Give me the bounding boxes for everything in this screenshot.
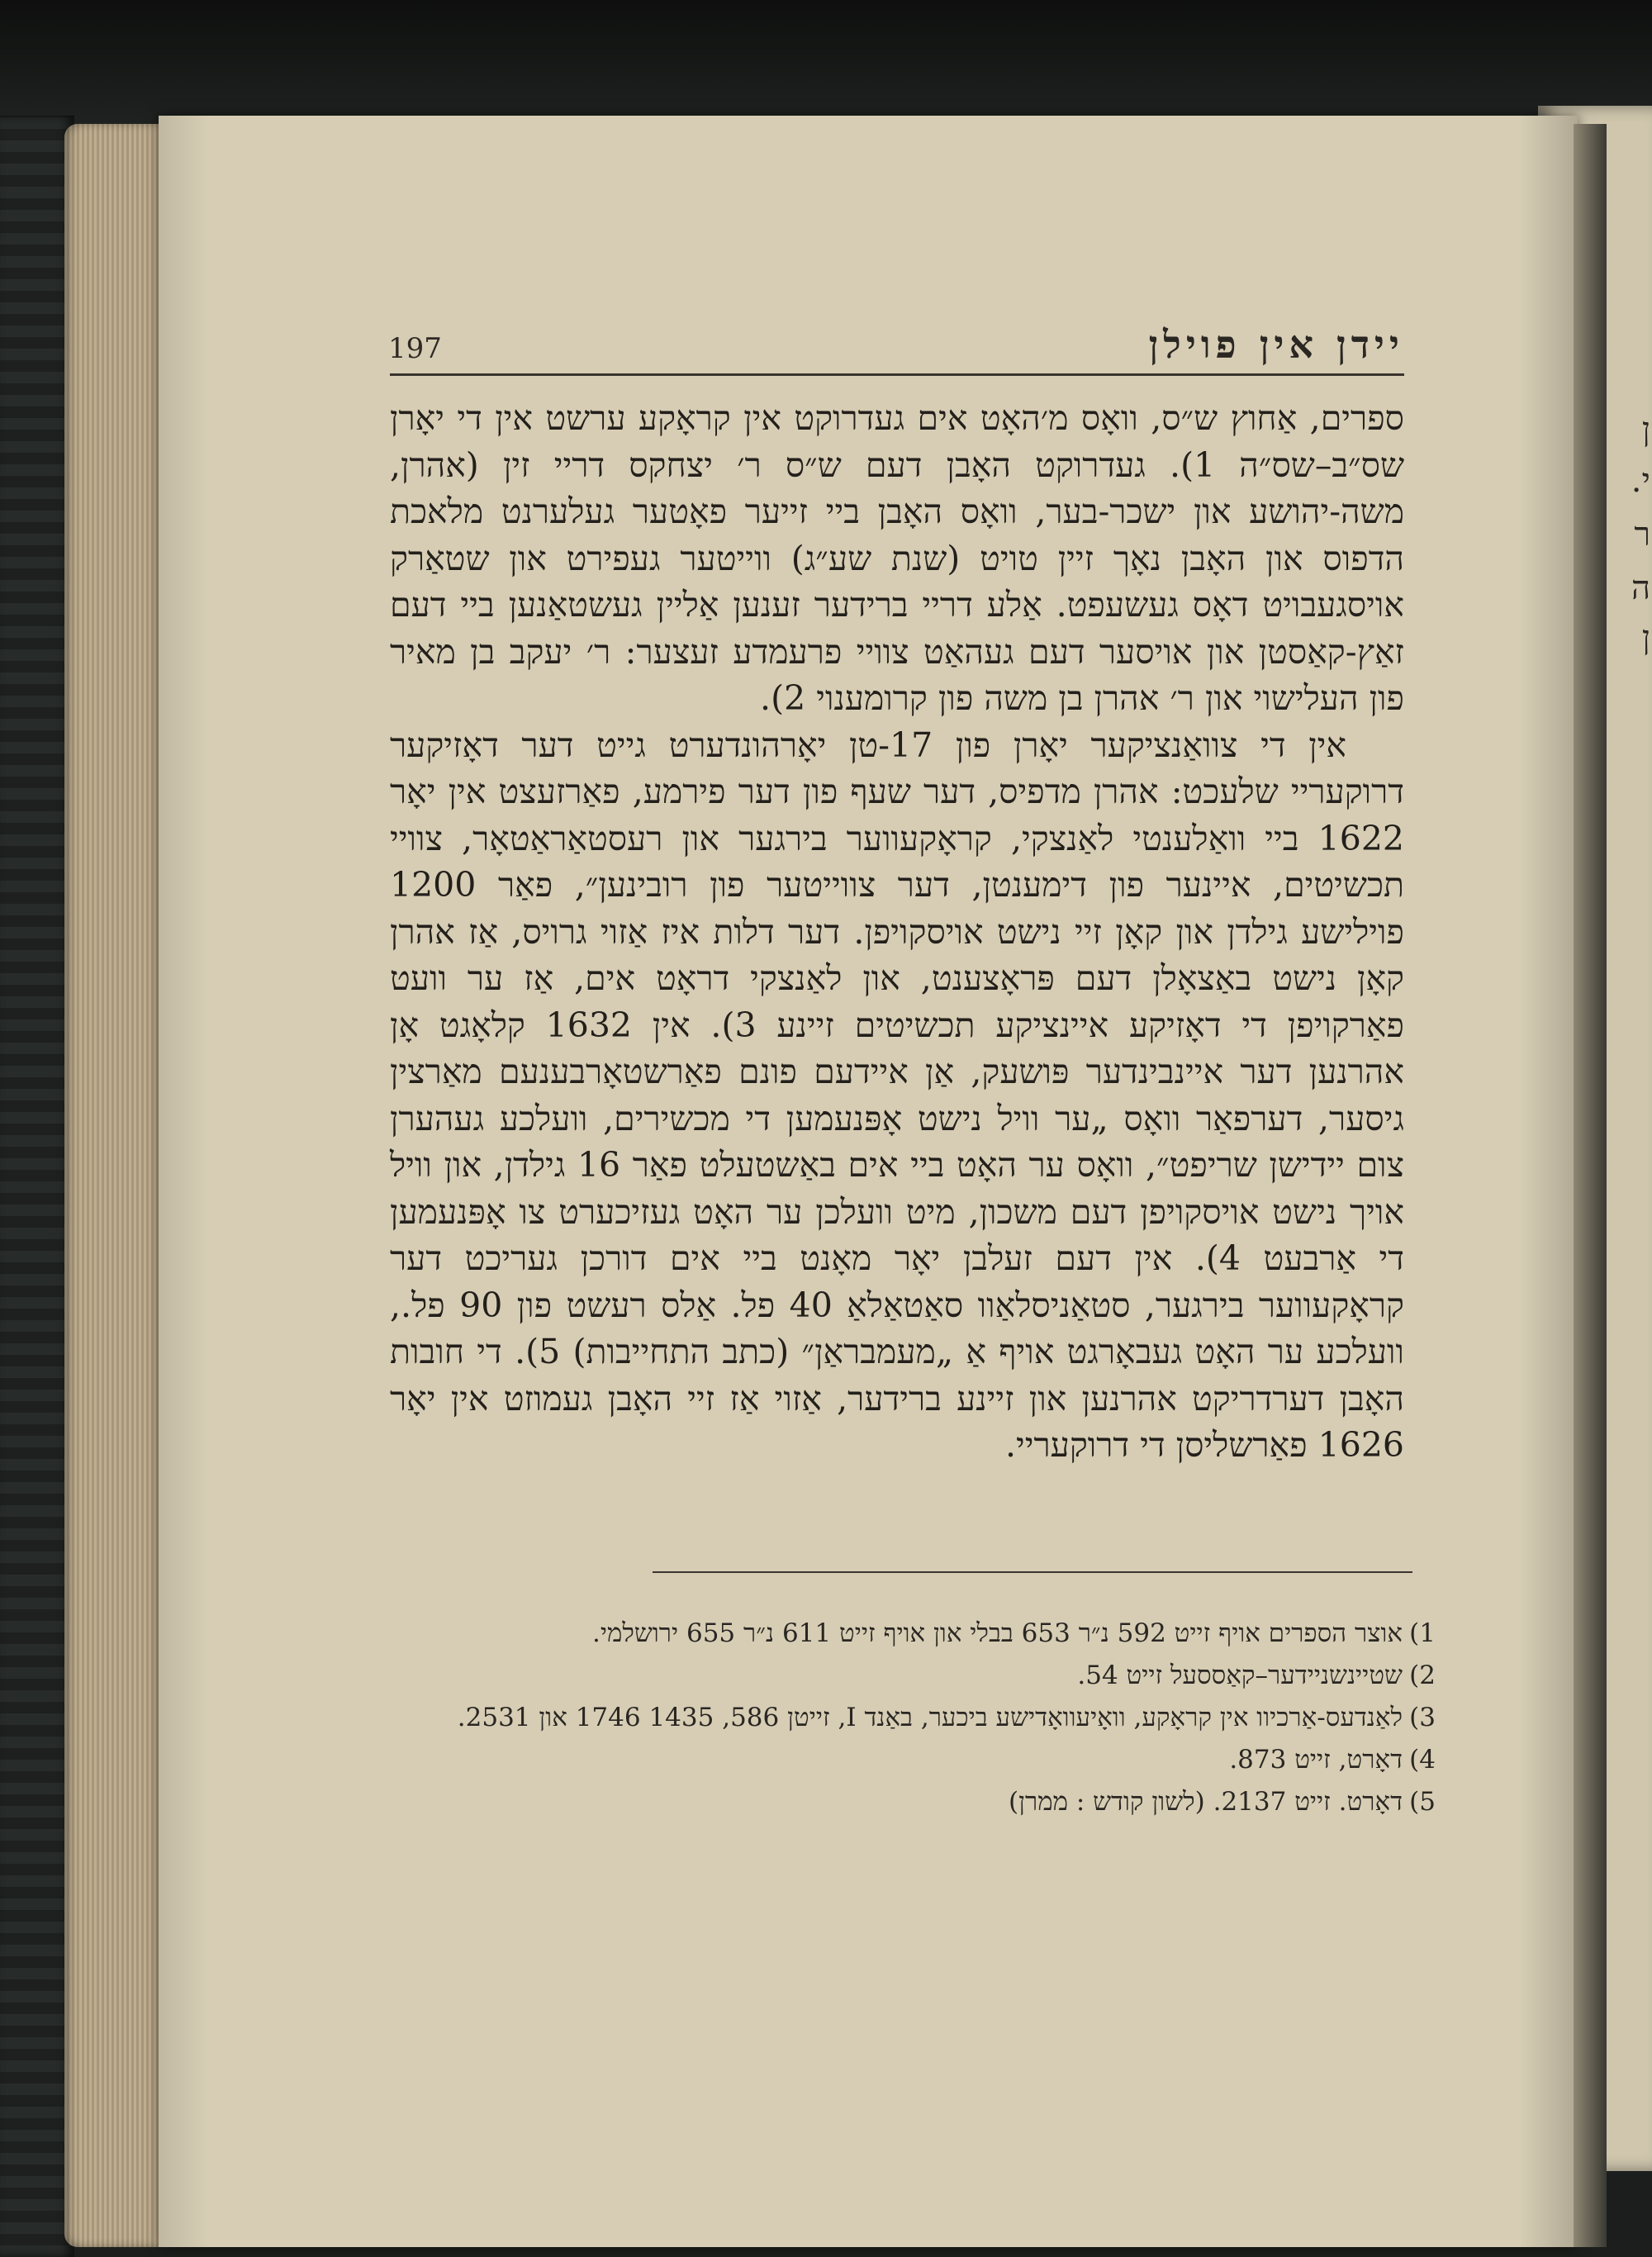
- footnote-marker: 2): [1409, 1661, 1436, 1690]
- footnote-marker: 1): [1409, 1618, 1436, 1648]
- footnote-separator: [653, 1571, 1412, 1573]
- page-header: [388, 322, 1404, 372]
- footnote: [411, 1781, 1436, 1823]
- footnote-text: לאַנדעס-אַרכיוו אין קראָקע, וואָיעוואָדישע ביכער, באַנד I, זייטן 586, 1435 1746 און 2531.: [457, 1703, 1403, 1732]
- footnote-marker: 4): [1409, 1745, 1436, 1775]
- page-edges: [64, 124, 164, 2247]
- running-title: יידן אין פוילן: [1148, 322, 1404, 367]
- paragraph: ספרים, אַחוץ ש״ס, וואָס מ׳האָט אים געדרוקט אין קראָקע ערשט אין די יאָרן שס״ב–שס״ה 1). געדרוקט האָבן דעם ש״ס ר׳ יצחקס דריי זין (אהרן, משה-יהושע און ישכר-בער, וואָס האָבן ביי זייער פאָטער געלערנט מלאכת הדפוס און האָבן נאָך זיין טויט (שנת שע״ג) ווייטער געפירט און שטאַרק אויסגעבויט דאָס געשעפט. אַלע דריי ברידער זענען אַליין געשטאַנען ביי דעם זאַץ-קאַסטן און אויסער דעם געהאַט צוויי פרעמדע זעצער: ר׳ יעקב בן מאיר פון העלישוי און ר׳ אהרן בן משה פון קרומענוי 2).: [390, 398, 1405, 718]
- footnote: [411, 1613, 1436, 1655]
- footnote-marker: 3): [1409, 1703, 1436, 1732]
- body-text: [390, 395, 1404, 1469]
- footnotes: [411, 1613, 1436, 1823]
- footnote-marker: 5): [1409, 1787, 1436, 1817]
- book-gutter: [1574, 124, 1607, 2247]
- footnote: [411, 1739, 1436, 1781]
- facing-page-text: ן: [1641, 619, 1650, 657]
- facing-page-text: ה: [1631, 569, 1650, 607]
- facing-page-text: ר: [1634, 516, 1650, 554]
- paragraph: אין די צוואַנציקער יאָרן פון 17-טן יאָרהונדערט גייט דער דאָזיקער דרוקעריי שלעכט: אהרן מדפיס, דער שעף פון דער פירמע, פאַרזעצט אין יאָר 1622 ביי וואַלענטי לאַנצקי, קראָקעווער בירגער און רעסטאַראַטאָר, צוויי תכשיטים, איינער פון דימענטן, דער צווייטער פון רובינען״, פאַר 1200 פוילישע גילדן און קאָן זיי נישט אויסקויפן. דער דלות איז אַזוי גרויס, אַז אהרן קאָן נישט באַצאָלן דעם פּראָצענט, און לאַנצקי דראָט אים, אַז ער וועט פאַרקויפן די דאָזיקע איינציקע תכשיטים זיינע 3). אין 1632 קלאָגט אָן אהרנען דער איינבינדער פּושעק, אַן איידעם פונם פאַרשטאָרבענעם מאַרצין גיסער, דערפאַר וואָס „ער וויל נישט אָפּנעמען די מכשירים, וועלכע געהערן צום יידישן שריפט״, וואָס ער האָט ביי אים באַשטעלט פאַר 16 גילדן, און וויל אויך נישט אויסקויפן דעם משכון, מיט וועלכן ער האָט געזיכערט צו אָפּנעמען די אַרבעט 4). אין דעם זעלבן יאָר מאָנט ביי אים דורכן געריכט דער קראָקעווער בירגער, סטאַניסלאַוו סאַטאַלאַ 40 פל. אַלס רעשט פון 90 פל., וועלכע ער האָט געבאָרגט אויף אַ „מעמבראַן״ (כתב התחייבות) 5). די חובות האָבן דערדריקט אהרנען און זיינע ברידער, אַזוי אַז זיי האָבן געמוזט אין יאָר 1626 פאַרשליסן די דרוקעריי.: [390, 725, 1405, 1465]
- footnote-text: אוצר הספרים אויף זייט 592 נ״ר 653 בבלי און אויף זייט 611 נ״ר 655 ירושלמי.: [592, 1618, 1403, 1648]
- book-cover-edge: [0, 116, 74, 2257]
- page-number: 197: [388, 332, 442, 365]
- footnote-text: שטיינשניידער–קאַססעל זייט 54.: [1077, 1661, 1403, 1690]
- footnote: [411, 1655, 1436, 1697]
- footnote: [411, 1697, 1436, 1739]
- facing-page-text: י.: [1631, 462, 1650, 500]
- header-rule: [390, 373, 1404, 376]
- facing-page-text: ן: [1641, 411, 1650, 449]
- footnote-text: דאָרט, זייט 873.: [1229, 1745, 1403, 1775]
- footnote-text: דאָרט. זייט 2137. (לשון קודש : ממרן): [1008, 1787, 1403, 1817]
